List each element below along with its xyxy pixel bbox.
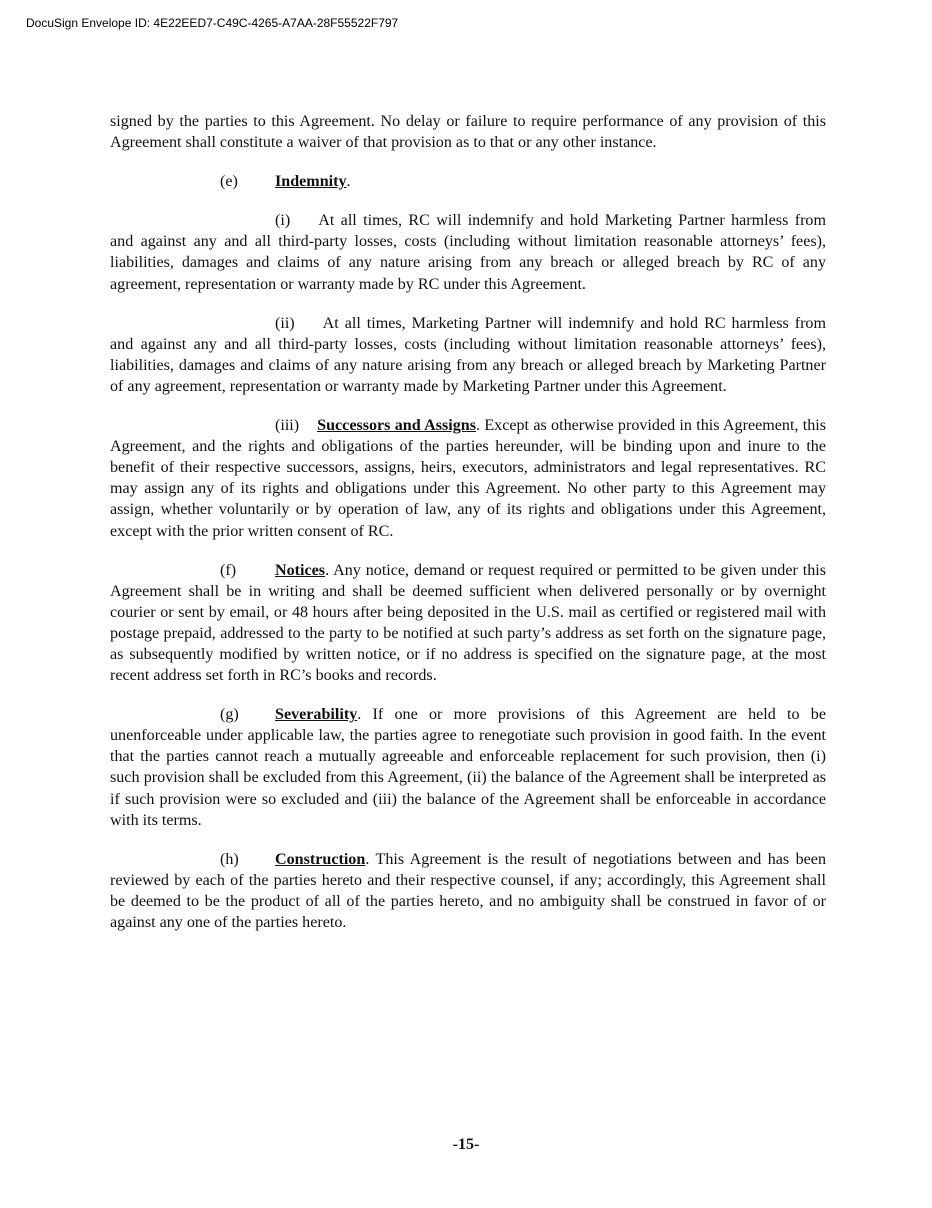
section-e-iii-caption: Successors and Assigns <box>317 417 477 435</box>
section-h-text: . This Agreement is the result of negotiations between and has been reviewed by each of the parties hereto and their respective counsel, if any; accordingly, this Agreement shall be deemed to be the product of all of the parties hereto, and no ambiguity shall be construed in favor of or against any one of the parties hereto. <box>110 850 826 931</box>
section-h-number: (h) <box>220 850 239 868</box>
section-e-caption-tail: . <box>346 173 351 191</box>
section-e-ii-text: At all times, Marketing Partner will indemnify and hold RC harmless from and against any and all third-party losses, costs (including without limitation reasonable attorneys’ fees), liabilities, damages and claims of any nature arising from any breach or alleged breach by Marketing Partner of any agreement, representation or warranty made by Marketing Partner under this Agreement. <box>110 314 826 395</box>
section-e-iii-text: . Except as otherwise provided in this Agreement, this Agreement, and the rights and obligations of the parties hereunder, will be binding upon and inure to the benefit of their respective successors, assigns, heirs, executors, administrators and legal representatives. RC may assign any of its rights and obligations under this Agreement. No other party to this Agreement may assign, whether voluntarily or by operation of law, any of its rights and obligations under this Agreement, except with the prior written consent of RC. <box>110 417 827 540</box>
section-e-number: (e) <box>220 173 238 191</box>
section-e-i-text: At all times, RC will indemnify and hold Marketing Partner harmless from and against any and all third-party losses, costs (including without limitation reasonable attorneys’ fees), liabilities, damages and claims of any nature arising from any breach or alleged breach by RC of any agreement, representation or warranty made by RC under this Agreement. <box>110 212 826 293</box>
page-number: -15- <box>452 1136 480 1153</box>
section-h-paragraph <box>110 849 826 933</box>
section-e-heading <box>110 171 826 192</box>
section-f-number: (f) <box>220 561 237 579</box>
section-g-caption: Severability <box>275 706 358 724</box>
docusign-envelope-id: DocuSign Envelope ID: 4E22EED7-C49C-4265-A7AA-28F55522F797 <box>26 16 399 30</box>
section-g-text: . If one or more provisions of this Agreement are held to be unenforceable under applicable law, the parties agree to renegotiate such provision in good faith. In the event that the parties cannot reach a mutually agreeable and enforceable replacement for such provision, then (i) such provision shall be excluded from this Agreement, (ii) the balance of the Agreement shall be interpreted as if such provision were so excluded and (iii) the balance of the Agreement shall be enforceable in accordance with its terms. <box>110 706 826 829</box>
section-e-ii-number: (ii) <box>275 314 295 332</box>
document-body <box>110 111 826 951</box>
section-e-i-number: (i) <box>275 212 291 230</box>
section-e-i-paragraph <box>110 210 826 294</box>
section-e-caption: Indemnity <box>275 173 347 191</box>
section-g-number: (g) <box>220 706 239 724</box>
section-f-paragraph <box>110 560 826 687</box>
section-f-caption: Notices <box>275 561 326 579</box>
continuation-paragraph: signed by the parties to this Agreement. No delay or failure to require performance of any provision of this Agreement shall constitute a waiver of that provision as to that or any other instance. <box>110 113 826 152</box>
section-f-text: . Any notice, demand or request required or permitted to be given under this Agreement shall be in writing and shall be deemed sufficient when delivered personally or by overnight courier or sent by email, or 48 hours after being deposited in the U.S. mail as certified or registered mail with postage prepaid, addressed to the party to be notified at such party’s address as set forth on the signature page, as subsequently modified by written notice, or if no address is specified on the signature page, at the most recent address set forth in RC’s books and records. <box>110 561 826 685</box>
section-e-iii-paragraph <box>110 415 826 542</box>
section-g-paragraph <box>110 704 826 831</box>
section-e-iii-number: (iii) <box>275 417 300 435</box>
section-e-ii-paragraph <box>110 313 826 397</box>
section-h-caption: Construction <box>275 850 366 868</box>
